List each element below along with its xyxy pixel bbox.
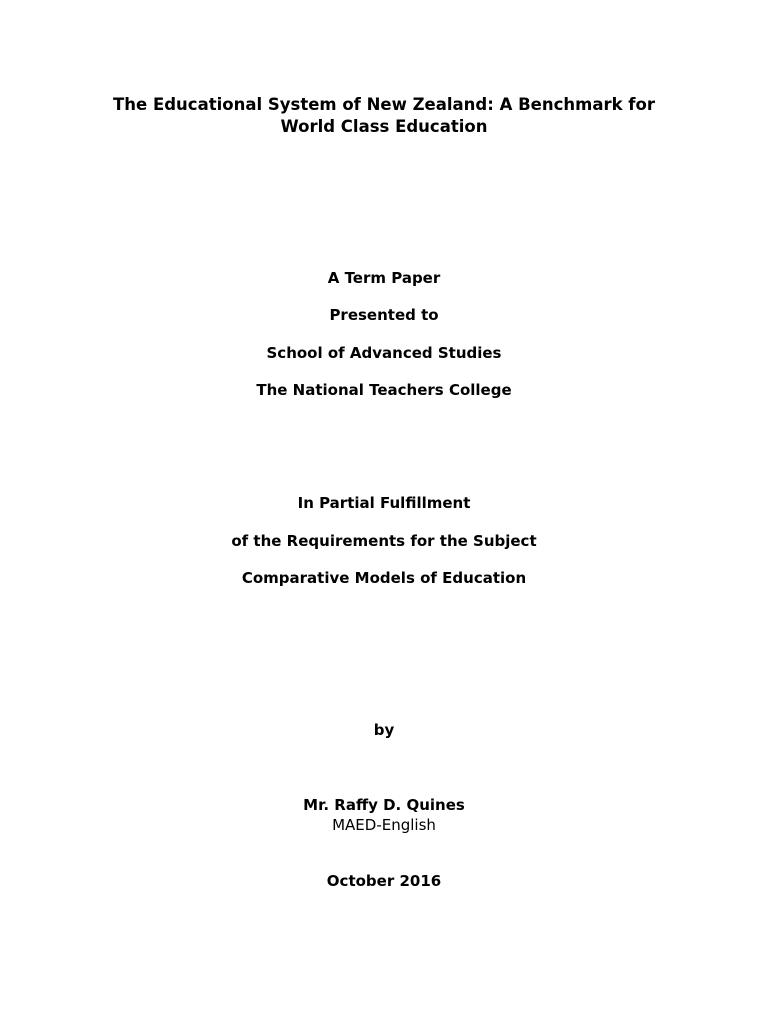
title-line-2: World Class Education [280,117,488,136]
document-date: October 2016 [326,872,442,890]
by-label: by [373,721,395,739]
presentation-line-2: Presented to [329,306,439,324]
title-line-1: The Educational System of New Zealand: A Benchmark for [113,95,655,114]
author-name: Mr. Raffy D. Quines [303,796,465,814]
presentation-line-3: School of Advanced Studies [266,344,502,362]
presentation-line-1: A Term Paper [327,269,441,287]
fulfillment-line-1: In Partial Fulfillment [297,494,471,512]
fulfillment-line-2: of the Requirements for the Subject [231,532,537,550]
fulfillment-line-3: Comparative Models of Education [241,569,527,587]
author-program: MAED-English [332,816,436,834]
presentation-line-4: The National Teachers College [256,381,512,399]
